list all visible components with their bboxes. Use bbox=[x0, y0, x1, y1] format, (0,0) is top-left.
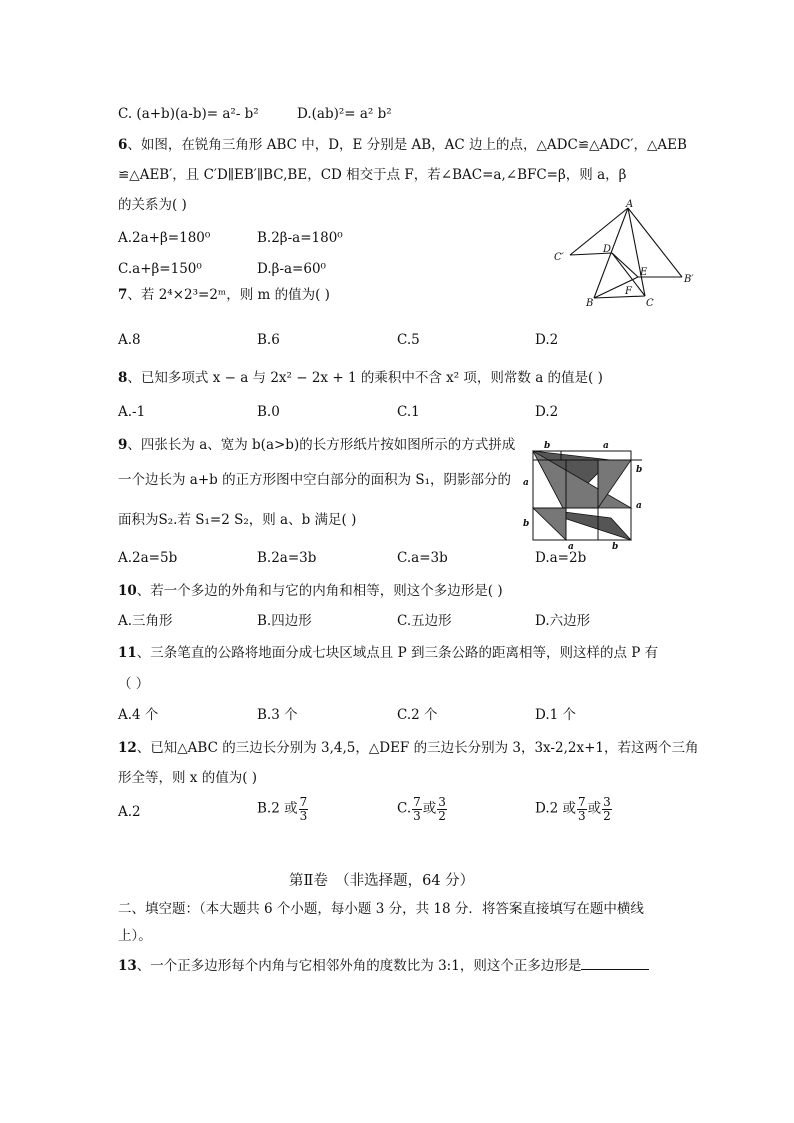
q10-number: 10 bbox=[118, 583, 137, 599]
fig-line-AC bbox=[628, 208, 645, 296]
frac-num: 7 bbox=[578, 795, 586, 809]
frac-num: 7 bbox=[299, 795, 308, 809]
q12-line1 bbox=[118, 742, 698, 756]
q7-option-b: B.6 bbox=[257, 332, 280, 348]
q12-text1: 、已知△ABC 的三边长分别为 3,4,5，△DEF 的三边长分别为 3，3x-2,2x+1，若这两个三角 bbox=[136, 740, 699, 756]
q9-option-d: D.a=2b bbox=[535, 550, 587, 566]
q11-stem bbox=[118, 647, 658, 661]
q11-number: 11 bbox=[118, 645, 137, 661]
q8-option-b: B.0 bbox=[257, 404, 280, 420]
q7-option-d: D.2 bbox=[535, 332, 559, 348]
q11-option-d: D.1 个 bbox=[535, 707, 577, 723]
frac-den: 2 bbox=[603, 808, 611, 823]
q13-text: 、一个正多边形每个内角与它相邻外角的度数比为 3:1，则这个正多边形是 bbox=[136, 958, 582, 974]
fig-label-a-bottom: a bbox=[568, 542, 574, 552]
q8-number: 8 bbox=[118, 370, 128, 386]
frac-den: 2 bbox=[438, 808, 446, 823]
q12-line2: 形全等，则 x 的值为( ) bbox=[118, 770, 258, 786]
fig-label-b: B bbox=[586, 298, 594, 308]
q8-option-a: A.-1 bbox=[118, 404, 146, 420]
q8-text: 、已知多项式 x − a 与 2x² − 2x + 1 的乘积中不含 x² 项，则常数 a 的值是( ) bbox=[127, 370, 603, 386]
q10-option-b: B.四边形 bbox=[257, 613, 312, 629]
q6-line1 bbox=[118, 139, 687, 153]
q7-text: 、若 2⁴×2³=2ᵐ，则 m 的值为( ) bbox=[127, 287, 330, 303]
fig-label-b-prime: B′ bbox=[684, 274, 694, 285]
frac-den: 3 bbox=[578, 808, 586, 823]
section-2-title: 第Ⅱ卷 （非选择题，64 分） bbox=[289, 873, 475, 889]
q6-option-a: A.2a+β=180⁰ bbox=[118, 230, 211, 246]
fig-label-c-prime: C′ bbox=[554, 252, 564, 263]
q6-line2: ≌△AEB′，且 C′D∥EB′∥BC,BE，CD 相交于点 F，若∠BAC=a,∠BFC=β，则 a，β bbox=[118, 167, 627, 183]
q13-stem bbox=[118, 957, 649, 974]
q9-option-c: C.a=3b bbox=[397, 550, 448, 566]
fig-label-a-top: a bbox=[603, 441, 609, 451]
q12-option-c bbox=[397, 796, 448, 822]
q6-option-d: D.β-a=60⁰ bbox=[257, 261, 326, 277]
fig-line-BC bbox=[594, 296, 645, 298]
q13-number: 13 bbox=[118, 958, 137, 974]
q10-option-c: C.五边形 bbox=[397, 613, 452, 629]
frac-num: 3 bbox=[438, 795, 446, 809]
q13-answer-blank[interactable] bbox=[581, 957, 649, 970]
frac-num: 7 bbox=[413, 795, 421, 809]
q12-number: 12 bbox=[118, 740, 137, 756]
fig-label-a: A bbox=[626, 199, 634, 210]
fig-label-b-left: b bbox=[523, 519, 530, 529]
fig-label-b-right: b bbox=[636, 465, 643, 475]
q10-option-d: D.六边形 bbox=[535, 613, 591, 629]
q11-option-a: A.4 个 bbox=[118, 707, 159, 723]
frac-num: 3 bbox=[603, 795, 611, 809]
q12-c-or: 或 bbox=[422, 800, 437, 817]
fraction-3-2 bbox=[602, 796, 612, 822]
section-2-intro-line2: 上）。 bbox=[118, 928, 152, 944]
q7-number: 7 bbox=[118, 287, 128, 303]
fraction-7-3 bbox=[412, 796, 422, 822]
q6-number: 6 bbox=[118, 137, 128, 153]
q7-option-a: A.8 bbox=[118, 332, 141, 348]
q10-text: 、若一个多边的外角和与它的内角和相等，则这个多边形是( ) bbox=[136, 583, 503, 599]
q12-d-prefix: D.2 或 bbox=[535, 800, 577, 817]
fig-label-e: E bbox=[640, 267, 648, 278]
q11-option-b: B.3 个 bbox=[257, 707, 298, 723]
q8-stem bbox=[118, 372, 603, 386]
q9-text1: 、四张长为 a、宽为 b(a>b)的长方形纸片按如图所示的方式拼成 bbox=[127, 437, 516, 453]
fig-label-b-bottom: b bbox=[612, 542, 619, 552]
q9-number: 9 bbox=[118, 437, 128, 453]
frac-den: 3 bbox=[413, 808, 421, 823]
fig-shade-left bbox=[533, 508, 566, 540]
fig-label-a-left: a bbox=[523, 478, 529, 488]
fig-line-AB1 bbox=[628, 208, 682, 277]
q5-option-c: C. (a+b)(a-b)= a²- b² bbox=[118, 106, 259, 122]
q12-b-prefix: B.2 或 bbox=[257, 800, 298, 817]
fraction-7-3 bbox=[299, 796, 309, 822]
q9-line3: 面积为S₂.若 S₁=2 S₂，则 a、b 满足( ) bbox=[118, 512, 357, 528]
q6-line3: 的关系为( ) bbox=[118, 197, 187, 213]
q9-option-b: B.2a=3b bbox=[257, 550, 317, 566]
q9-line1 bbox=[118, 439, 515, 453]
q8-option-c: C.1 bbox=[397, 404, 420, 420]
frac-den: 3 bbox=[299, 808, 308, 823]
q6-option-c: C.a+β=150⁰ bbox=[118, 261, 202, 277]
q12-c-prefix: C. bbox=[397, 800, 412, 817]
q9-option-a: A.2a=5b bbox=[118, 550, 178, 566]
fig-label-b-top: b bbox=[544, 441, 551, 451]
q12-option-a: A.2 bbox=[118, 804, 141, 820]
fig-line-DE bbox=[612, 253, 638, 277]
q11-paren: （ ） bbox=[118, 676, 150, 692]
q12-option-b bbox=[257, 796, 309, 822]
q6-text1: 、如图，在锐角三角形 ABC 中，D，E 分别是 AB，AC 边上的点，△ADC≌△ADC′，△AEB bbox=[127, 137, 687, 153]
q8-option-d: D.2 bbox=[535, 404, 559, 420]
fig-label-c: C bbox=[646, 298, 654, 308]
fig-label-d: D bbox=[603, 244, 612, 255]
q11-text: 、三条笔直的公路将地面分成七块区域点且 P 到三条公路的距离相等，则这样的点 P 有 bbox=[136, 645, 659, 661]
q6-option-b: B.2β-a=180⁰ bbox=[257, 230, 343, 246]
fig-label-a-right: a bbox=[636, 501, 642, 511]
section-2-intro-line1: 二、填空题：（本大题共 6 个小题，每小题 3 分，共 18 分．将答案直接填写在题中横线 bbox=[118, 901, 644, 917]
q9-square-figure bbox=[516, 438, 650, 552]
q7-option-c: C.5 bbox=[397, 332, 420, 348]
q11-option-c: C.2 个 bbox=[397, 707, 438, 723]
q9-line2: 一个边长为 a+b 的正方形图中空白部分的面积为 S₁，阴影部分的 bbox=[118, 472, 512, 488]
fig-label-f: F bbox=[625, 286, 632, 297]
q12-option-d bbox=[535, 796, 613, 822]
q7-stem bbox=[118, 289, 330, 303]
q10-stem bbox=[118, 585, 503, 599]
q5-option-d: D.(ab)²= a² b² bbox=[297, 106, 392, 122]
fraction-3-2 bbox=[437, 796, 447, 822]
fraction-7-3 bbox=[577, 796, 587, 822]
q12-d-or: 或 bbox=[587, 800, 602, 817]
q6-triangle-figure bbox=[550, 198, 710, 308]
q10-option-a: A.三角形 bbox=[118, 613, 173, 629]
